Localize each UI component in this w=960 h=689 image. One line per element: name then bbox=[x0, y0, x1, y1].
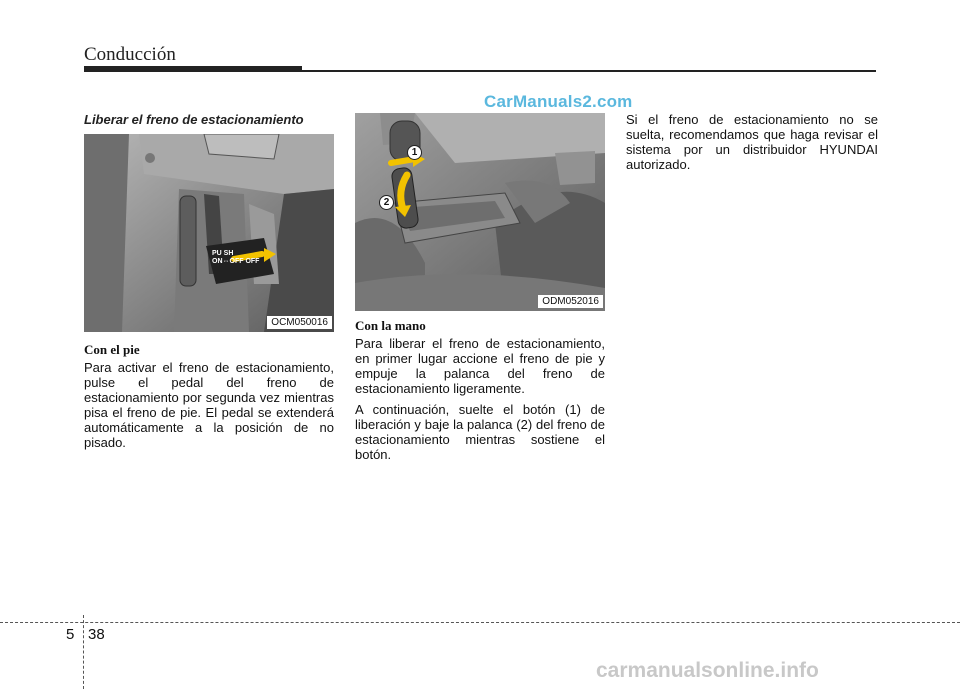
paragraph: Si el freno de estacionamiento no se suelta, recomendamos que haga revisar el sistema por un distribuidor HYUNDAI autorizado. bbox=[626, 112, 878, 172]
callout-1: 1 bbox=[407, 145, 422, 160]
hand-lever-illustration bbox=[355, 113, 605, 311]
figure-code: ODM052016 bbox=[538, 295, 603, 308]
header-rule bbox=[84, 70, 876, 72]
column-3-text bbox=[626, 112, 878, 178]
section-title: Liberar el freno de estacionamiento bbox=[84, 112, 304, 127]
watermark-carmanualsonline[interactable]: carmanualsonline.info bbox=[596, 659, 819, 682]
pedal-label: PU SH ON⇔OFF OFF bbox=[212, 250, 260, 265]
chapter-title: Conducción bbox=[84, 44, 176, 65]
paragraph: A continuación, suelte el botón (1) de liberación y baje la palanca (2) del freno de estacionamiento mientras sostiene el botón. bbox=[355, 402, 605, 462]
paragraph: Para liberar el freno de estacionamiento, en primer lugar accione el freno de pie y empuje la palanca del freno de estacionamiento ligeramente. bbox=[355, 336, 605, 396]
chapter-number: 5 bbox=[66, 626, 75, 643]
footer-divider bbox=[83, 615, 84, 689]
paragraph: Para activar el freno de estacionamiento, pulse el pedal del freno de estacionamiento por segunda vez mientras pisa el freno de pie. El pedal se extenderá automáticamente a la posición de no pisado. bbox=[84, 360, 334, 450]
page-number: 38 bbox=[88, 626, 105, 643]
figure-hand-lever bbox=[355, 113, 605, 311]
subhead-con-el-pie: Con el pie bbox=[84, 342, 140, 357]
foot-pedal-illustration bbox=[84, 134, 334, 332]
figure-code: OCM050016 bbox=[267, 316, 332, 329]
figure-foot-pedal bbox=[84, 134, 334, 332]
watermark-carmanuals2[interactable]: CarManuals2.com bbox=[484, 92, 633, 111]
column-1-text bbox=[84, 342, 334, 456]
callout-2: 2 bbox=[379, 195, 394, 210]
footer-rule bbox=[0, 622, 960, 623]
subhead-con-la-mano: Con la mano bbox=[355, 318, 426, 333]
column-2-text bbox=[355, 318, 605, 468]
